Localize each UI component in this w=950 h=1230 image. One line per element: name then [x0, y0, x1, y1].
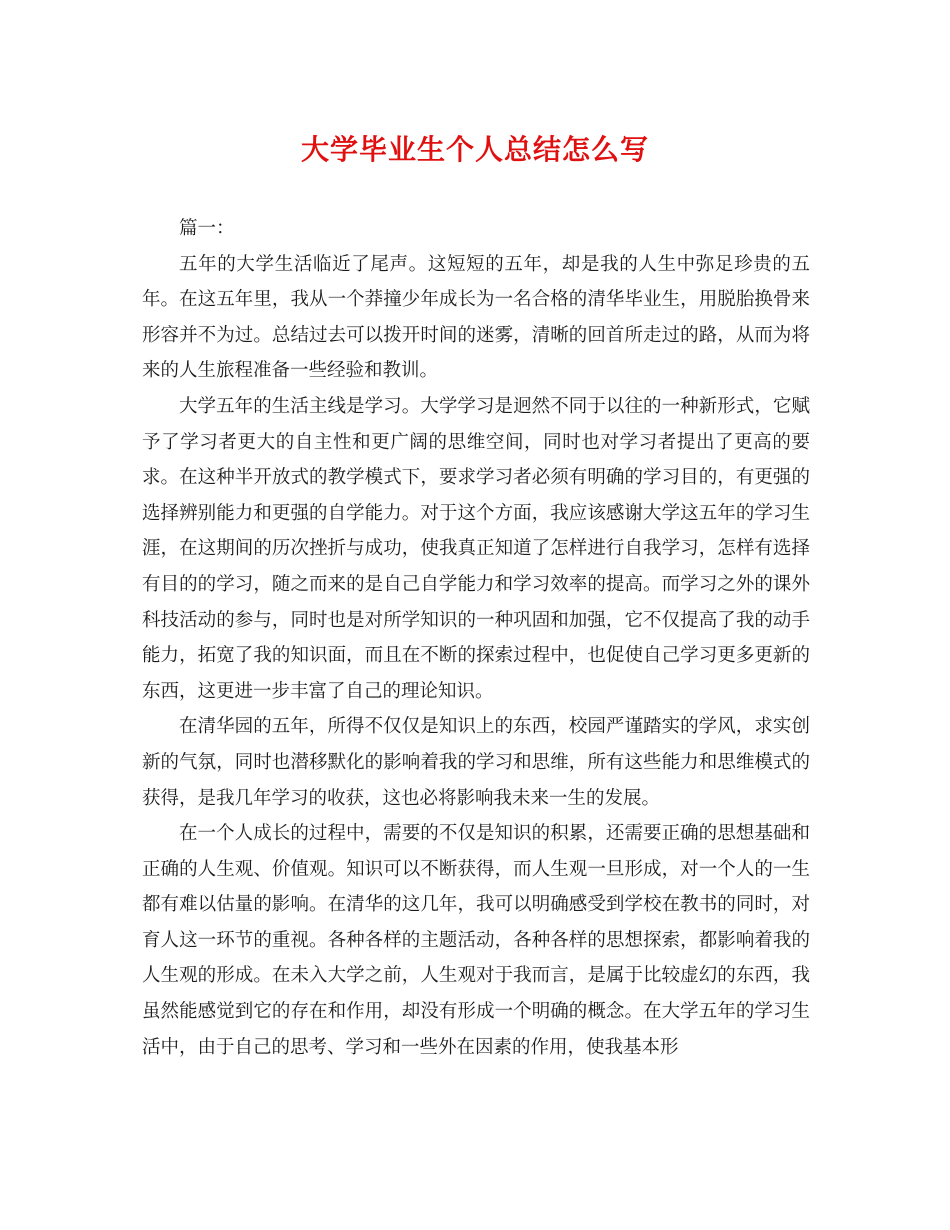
document-body: [142, 211, 810, 1065]
paragraph-4: 在一个人成长的过程中，需要的不仅是知识的积累，还需要正确的思想基础和正确的人生观、价值观。知识可以不断获得，而人生观一旦形成，对一个人的一生都有难以估量的影响。在清华的这几年，我可以明确感受到学校在教书的同时，对育人这一环节的重视。各种各样的主题活动，各种各样的思想探索，都影响着我的人生观的形成。在未入大学之前，人生观对于我而言，是属于比较虚幻的东西，我虽然能感觉到它的存在和作用，却没有形成一个明确的概念。在大学五年的学习生活中，由于自己的思考、学习和一些外在因素的作用，使我基本形: [142, 823, 810, 1058]
paragraph-2: 大学五年的生活主线是学习。大学学习是迥然不同于以往的一种新形式，它赋予了学习者更大的自主性和更广阔的思维空间，同时也对学习者提出了更高的要求。在这种半开放式的教学模式下，要求学习者必须有明确的学习目的，有更强的选择辨别能力和更强的自学能力。对于这个方面，我应该感谢大学这五年的学习生涯，在这期间的历次挫折与成功，使我真正知道了怎样进行自我学习，怎样有选择有目的的学习，随之而来的是自己自学能力和学习效率的提高。而学习之外的课外科技活动的参与，同时也是对所学知识的一种巩固和加强，它不仅提高了我的动手能力，拓宽了我的知识面，而且在不断的探索过程中，也促使自己学习更多更新的东西，这更进一步丰富了自己的理论知识。: [142, 395, 810, 702]
document-title: 大学毕业生个人总结怎么写: [300, 133, 649, 166]
paragraph-1: 五年的大学生活临近了尾声。这短短的五年，却是我的人生中弥足珍贵的五年。在这五年里，我从一个莽撞少年成长为一名合格的清华毕业生，用脱胎换骨来形容并不为过。总结过去可以拨开时间的迷雾，清晰的回首所走过的路，从而为将来的人生旅程准备一些经验和教训。: [142, 253, 810, 382]
paragraph-3: 在清华园的五年，所得不仅仅是知识上的东西，校园严谨踏实的学风，求实创新的气氛，同时也潜移默化的影响着我的学习和思维，所有这些能力和思维模式的获得，是我几年学习的收获，这也必将影响我未来一生的发展。: [142, 716, 810, 809]
section-label: 篇一：: [179, 218, 235, 239]
